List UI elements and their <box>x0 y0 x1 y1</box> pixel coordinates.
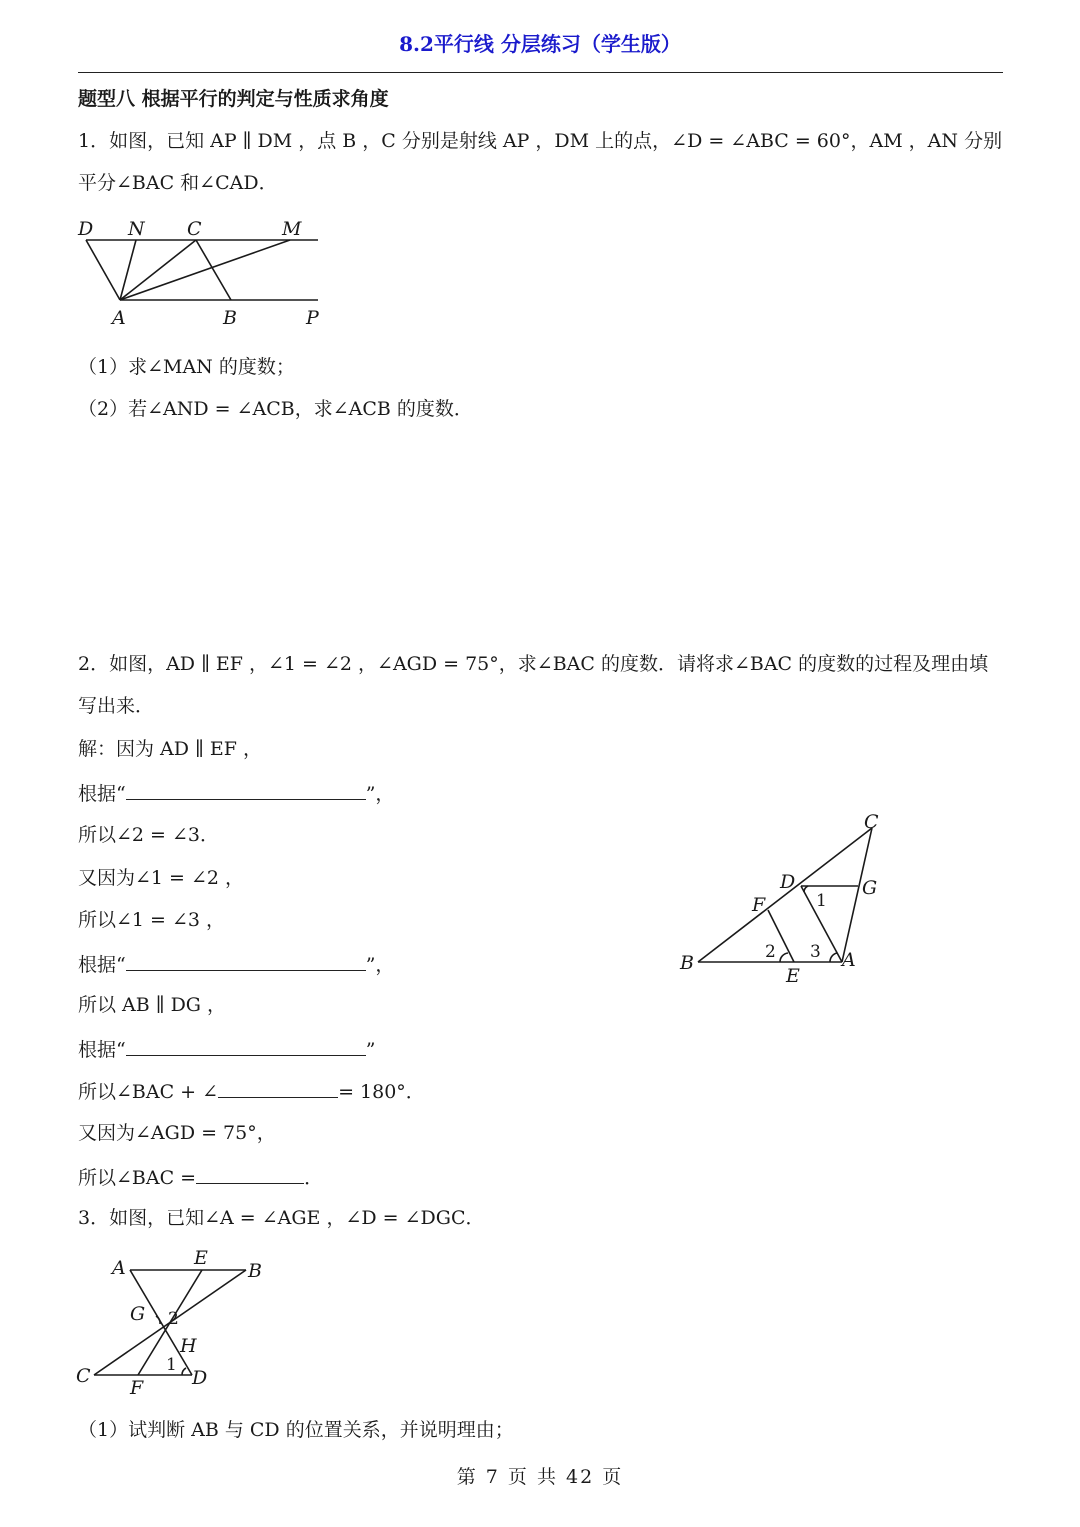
q2-step7: 所以 AB ∥ DG ， <box>78 994 227 1016</box>
q1-part1: （1）求∠MAN 的度数； <box>78 356 295 378</box>
q3-figure <box>74 1244 274 1400</box>
q2-label-C: C <box>864 811 879 833</box>
q2-step11 <box>78 1163 323 1191</box>
q2-step8 <box>78 1035 375 1063</box>
q2-step6 <box>78 950 394 978</box>
q1-label-P: P <box>306 307 319 329</box>
q2-arc-1 <box>804 886 808 892</box>
q1-label-C: C <box>187 218 202 240</box>
q2-step2 <box>78 779 394 807</box>
page-footer: 第 7 页 共 42 页 <box>456 1466 624 1488</box>
q1-line2: 平分∠BAC 和∠CAD． <box>78 172 278 194</box>
q2-step5: 所以∠1 = ∠3 ， <box>78 909 226 931</box>
q2-blank-reason1[interactable] <box>126 779 366 800</box>
q1-label-M: M <box>282 218 302 240</box>
q2-arc-3 <box>830 953 837 962</box>
q2-step8-pre: 根据“ <box>78 1039 126 1061</box>
q2-step2-post: ”， <box>365 783 395 805</box>
q2-label-angle2: 2 <box>765 942 776 962</box>
q2-label-F: F <box>752 894 766 916</box>
q3-label-D: D <box>192 1367 208 1389</box>
section-title: 题型八 根据平行的判定与性质求角度 <box>78 88 389 110</box>
q2-step11-post: ． <box>304 1167 324 1189</box>
q2-step2-pre: 根据“ <box>78 783 126 805</box>
q3-label-G: G <box>130 1303 146 1325</box>
q1-figure <box>74 212 334 332</box>
q2-step9-post: = 180°． <box>338 1081 425 1103</box>
q3-label-H: H <box>180 1335 197 1357</box>
q2-label-A: A <box>842 949 856 971</box>
q3-label-angle2: 2 <box>168 1309 179 1329</box>
q1-label-B: B <box>223 307 237 329</box>
q1-label-D: D <box>78 218 94 240</box>
q2-step6-pre: 根据“ <box>78 954 126 976</box>
q1-part2: （2）若∠AND = ∠ACB，求∠ACB 的度数． <box>78 398 473 420</box>
q1-seg-MA <box>120 240 290 300</box>
q1-seg-CA <box>120 240 196 300</box>
q2-label-G: G <box>862 877 878 899</box>
q2-step6-post: ”， <box>365 954 395 976</box>
q2-line2: 写出来． <box>78 695 155 717</box>
q3-line1: 3．如图，已知∠A = ∠AGE ，∠D = ∠DGC． <box>78 1207 485 1229</box>
q3-label-C: C <box>76 1365 91 1387</box>
q2-blank-answer[interactable] <box>196 1163 304 1184</box>
q3-arc-1 <box>182 1368 186 1375</box>
q3-label-E: E <box>194 1247 208 1269</box>
q2-step11-pre: 所以∠BAC = <box>78 1167 197 1189</box>
q1-line1: 1．如图，已知 AP ∥ DM ，点 B ，C 分别是射线 AP ，DM 上的点，∠D = ∠ABC = 60°，AM ，AN 分别 <box>78 130 1003 152</box>
q2-arc-2 <box>780 953 788 962</box>
q2-step9 <box>78 1077 425 1105</box>
q2-label-E: E <box>786 965 800 987</box>
q2-label-angle3: 3 <box>810 942 821 962</box>
q3-label-A: A <box>112 1257 126 1279</box>
q2-blank-reason2[interactable] <box>126 950 366 971</box>
q2-label-B: B <box>680 952 694 974</box>
q3-label-F: F <box>130 1377 144 1399</box>
q2-step4: 又因为∠1 = ∠2 ， <box>78 867 245 889</box>
q1-label-A: A <box>112 307 126 329</box>
q3-arc-2 <box>156 1316 160 1324</box>
q2-step3: 所以∠2 = ∠3． <box>78 824 220 846</box>
q3-label-B: B <box>248 1260 262 1282</box>
q1-seg-NA <box>120 240 136 300</box>
q2-figure <box>676 806 906 990</box>
page-header-title: 8.2平行线 分层练习（学生版） <box>399 32 681 56</box>
q1-seg-DA <box>86 240 120 300</box>
q2-line1: 2．如图，AD ∥ EF ，∠1 = ∠2 ，∠AGD = 75°，求∠BAC 的度数．请将求∠BAC 的度数的过程及理由填 <box>78 653 989 675</box>
q2-label-angle1: 1 <box>816 891 827 911</box>
q3-part1: （1）试判断 AB 与 CD 的位置关系，并说明理由； <box>78 1419 514 1441</box>
q3-label-angle1: 1 <box>166 1355 177 1375</box>
header-rule <box>78 72 1003 73</box>
q2-blank-angle[interactable] <box>218 1077 338 1098</box>
q2-step10: 又因为∠AGD = 75°， <box>78 1122 276 1144</box>
q2-step9-pre: 所以∠BAC + ∠ <box>78 1081 219 1103</box>
q2-blank-reason3[interactable] <box>126 1035 366 1056</box>
q2-step1: 解：因为 AD ∥ EF ， <box>78 738 262 760</box>
q1-label-N: N <box>128 218 145 240</box>
q2-step8-post: ” <box>365 1039 376 1061</box>
q2-label-D: D <box>780 871 796 893</box>
q1-seg-CB <box>196 240 231 300</box>
